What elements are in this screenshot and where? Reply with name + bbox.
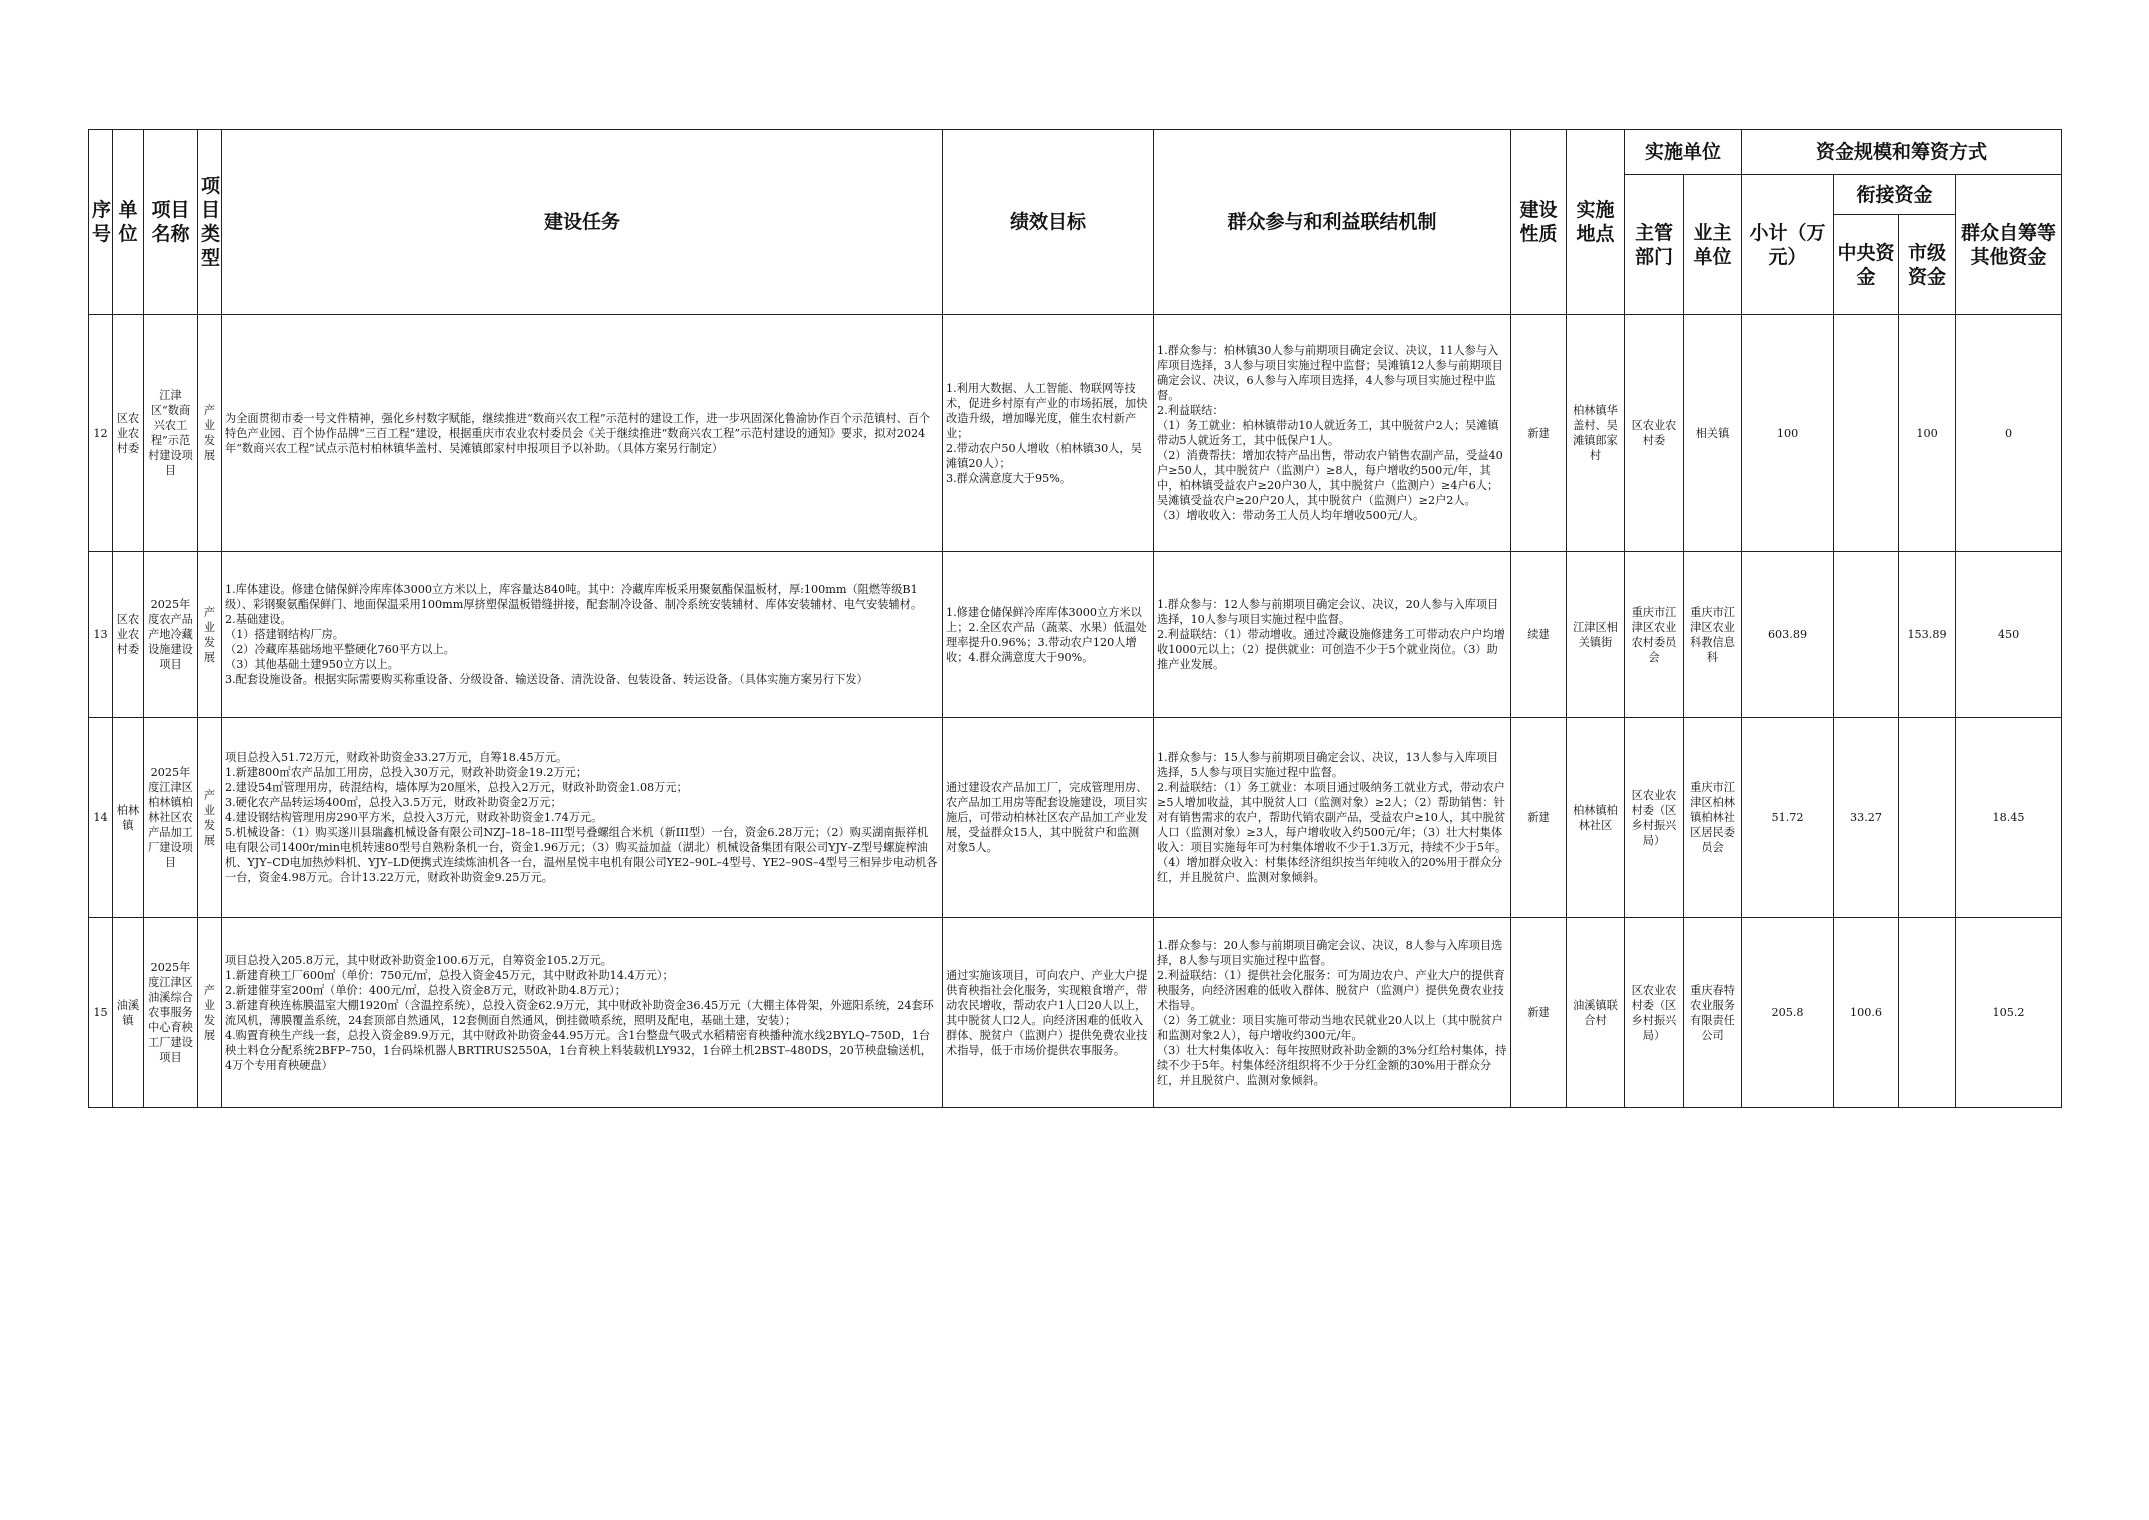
cell-self: 0 [1956,315,2062,552]
cell-nature: 新建 [1511,918,1567,1108]
cell-subtotal: 205.8 [1742,918,1834,1108]
cell-project-type: 产业发展 [198,918,222,1108]
table-header [89,130,2062,315]
cell-project-name: 2025年度江津区柏林镇柏林社区农产品加工厂建设项目 [144,718,198,918]
cell-project-type: 产业发展 [198,315,222,552]
cell-seq: 15 [89,918,113,1108]
header-city: 市级资金 [1899,215,1956,315]
cell-nature: 续建 [1511,552,1567,718]
cell-mechanism: 1.群众参与：20人参与前期项目确定会议、决议，8人参与入库项目选择，8人参与项目实施过程中监督。 2.利益联结：（1）提供社会化服务：可为周边农户、产业大户的提供育秧服务，向经济困难的低收入群体、脱贫户（监测户）提供免费农业技术指导。 （2）务工就业：项目实施可带动当地农民就业20人以上（其中脱贫户和监测对象2人），每户增收约300元/年。 （3）壮大村集体收入：每年按照财政补助金额的3%分红给村集体，持续不少于5年。村集体经济组织将不少于分红金额的30%用于群众分红，并且脱贫户、监测对象倾斜。 [1154,918,1511,1108]
table-row [89,718,2062,918]
cell-goals: 通过实施该项目，可向农户、产业大户提供育秧指社会化服务，实现粮食增产，带动农民增收，帮动农户1人口20人以上，其中脱贫人口2人。向经济困难的低收入群体、脱贫户（监测户）提供免费农业技术指导，低于市场价提供农事服务。 [943,918,1154,1108]
cell-owner: 重庆市江津区柏林镇柏林社区居民委员会 [1684,718,1742,918]
header-owner: 业主单位 [1684,175,1742,315]
header-seq: 序号 [89,130,113,315]
cell-unit: 油溪镇 [113,918,144,1108]
cell-goals: 通过建设农产品加工厂，完成管理用房、农产品加工用房等配套设施建设，项目实施后，可带动柏林社区农产品加工产业发展，受益群众15人，其中脱贫户和监测对象5人。 [943,718,1154,918]
cell-unit: 柏林镇 [113,718,144,918]
header-unit: 单位 [113,130,144,315]
cell-dept: 区农业农村委（区乡村振兴局） [1625,718,1684,918]
table-row [89,918,2062,1108]
table-row [89,315,2062,552]
cell-location: 油溪镇联合村 [1567,918,1625,1108]
cell-dept: 区农业农村委 [1625,315,1684,552]
table-body [89,315,2062,1108]
cell-self: 18.45 [1956,718,2062,918]
cell-tasks: 项目总投入205.8万元，其中财政补助资金100.6万元，自筹资金105.2万元。 1.新建育秧工厂600㎡（单价：750元/㎡，总投入资金45万元，其中财政补助14.4万元）； 2.新建催芽室200㎡（单价：400元/㎡，总投入资金8万元，财政补助4.8万元）； 3.新建育秧连栋膜温室大棚1920㎡（含温控系统），总投入资金62.9万元，其中财政补助资金36.45万元（大棚主体骨架，外遮阳系统，24套环流风机，薄膜覆盖系统，24套顶部自然通风，12套侧面自然通风，倒挂微喷系统，照明及配电，基础土建，安装）； 4.购置育秧生产线一套，总投入资金89.9万元，其中财政补助资金44.95万元。含1台整盘气吸式水稻精密育秧播种流水线2BYLQ–750D，1台秧土料仓分配系统2BFP–750，1台码垛机器人BRTIRUS2550A，1台育秧上料装载机LY932，1台碎土机2BST–480DS，20节秧盘输送机，4万个专用育秧硬盘） [222,918,943,1108]
cell-project-name: 2025年度江津区油溪综合农事服务中心育秧工厂建设项目 [144,918,198,1108]
cell-project-type: 产业发展 [198,718,222,918]
header-project-type: 项目类型 [198,130,222,315]
cell-goals: 1.修建仓储保鲜冷库库体3000立方米以上；2.全区农产品（蔬菜、水果）低温处理率提升0.96%；3.带动农户120人增收；4.群众满意度大于90%。 [943,552,1154,718]
header-dept: 主管部门 [1625,175,1684,315]
header-central: 中央资金 [1834,215,1899,315]
cell-city: 153.89 [1899,552,1956,718]
project-table [88,129,2062,1108]
cell-mechanism: 1.群众参与：柏林镇30人参与前期项目确定会议、决议，11人参与入库项目选择，3人参与项目实施过程中监督；吴滩镇12人参与前期项目确定会议、决议，6人参与入库项目选择，4人参与项目实施过程中监督。 2.利益联结： （1）务工就业：柏林镇带动10人就近务工，其中脱贫户2人；吴滩镇带动5人就近务工，其中低保户1人。 （2）消费帮扶：增加农特产品出售，带动农户销售农副产品，受益40户≥50人，其中脱贫户（监测户）≥8人，每户增收约500元/年，其中，柏林镇受益农户≥20户30人，其中脱贫户（监测户）≥4户6人；吴滩镇受益农户≥20户20人，其中脱贫户（监测户）≥2户2人。 （3）增收收入：带动务工人员人均年增收500元/人。 [1154,315,1511,552]
cell-self: 450 [1956,552,2062,718]
cell-nature: 新建 [1511,718,1567,918]
header-mechanism: 群众参与和利益联结机制 [1154,130,1511,315]
header-subtotal: 小计（万元） [1742,175,1834,315]
cell-seq: 14 [89,718,113,918]
cell-tasks: 1.库体建设。修建仓储保鲜冷库库体3000立方米以上，库容量达840吨。其中：冷藏库库板采用聚氨酯保温板材，厚:100mm（阻燃等级B1级）、彩钢聚氨酯保鲜门、地面保温采用100mm厚挤塑保温板错缝拼接，配套制冷设备、制冷系统安装辅材、库体安装辅材、电气安装辅材。 2.基础建设。 （1）搭建钢结构厂房。 （2）冷藏库基础场地平整硬化760平方以上。 （3）其他基础土建950立方以上。 3.配套设施设备。根据实际需要购买称重设备、分级设备、输送设备、清洗设备、包装设备、转运设备。（具体实施方案另行下发） [222,552,943,718]
cell-central [1834,552,1899,718]
cell-project-type: 产业发展 [198,552,222,718]
cell-owner: 重庆市江津区农业科教信息科 [1684,552,1742,718]
cell-tasks: 为全面贯彻市委一号文件精神，强化乡村数字赋能，继续推进“数商兴农工程”示范村的建设工作，进一步巩固深化鲁渝协作百个示范镇村、百个特色产业园、百个协作品牌“三百工程”建设，根据重庆市农业农村委员会《关于继续推进“数商兴农工程”示范村建设的通知》要求，拟对2024年“数商兴农工程”试点示范村柏林镇华盖村、吴滩镇郎家村申报项目予以补助。（具体方案另行制定） [222,315,943,552]
cell-owner: 相关镇 [1684,315,1742,552]
table-row [89,552,2062,718]
cell-central: 100.6 [1834,918,1899,1108]
cell-city [1899,918,1956,1108]
cell-dept: 区农业农村委（区乡村振兴局） [1625,918,1684,1108]
header-goals: 绩效目标 [943,130,1154,315]
cell-seq: 12 [89,315,113,552]
header-nature: 建设性质 [1511,130,1567,315]
header-linked: 衔接资金 [1834,175,1956,215]
cell-subtotal: 51.72 [1742,718,1834,918]
cell-seq: 13 [89,552,113,718]
header-self: 群众自筹等其他资金 [1956,175,2062,315]
cell-dept: 重庆市江津区农业农村委员会 [1625,552,1684,718]
header-tasks: 建设任务 [222,130,943,315]
cell-unit: 区农业农村委 [113,315,144,552]
cell-mechanism: 1.群众参与：15人参与前期项目确定会议、决议，13人参与入库项目选择，5人参与项目实施过程中监督。 2.利益联结：（1）务工就业：本项目通过吸纳务工就业方式，带动农户≥5人增加收益，其中脱贫人口（监测对象）≥2人；（2）帮助销售：针对有销售需求的农户，帮助代销农副产品，受益农户≥10人，其中脱贫人口（监测对象）≥3人，每户增收收入约500元/年；（3）壮大村集体收入：项目实施每年可为村集体增收不少于1.3万元，持续不少于5年。（4）增加群众收入：村集体经济组织按当年纯收入的20%用于群众分红，并且脱贫户、监测对象倾斜。 [1154,718,1511,918]
cell-central: 33.27 [1834,718,1899,918]
cell-location: 柏林镇华盖村、吴滩镇郎家村 [1567,315,1625,552]
cell-city [1899,718,1956,918]
cell-unit: 区农业农村委 [113,552,144,718]
header-location: 实施地点 [1567,130,1625,315]
header-impl-unit: 实施单位 [1625,130,1742,175]
header-project-name: 项目名称 [144,130,198,315]
cell-central [1834,315,1899,552]
cell-nature: 新建 [1511,315,1567,552]
cell-city: 100 [1899,315,1956,552]
cell-project-name: 江津区“数商兴农工程”示范村建设项目 [144,315,198,552]
cell-location: 柏林镇柏林社区 [1567,718,1625,918]
header-funding: 资金规模和筹资方式 [1742,130,2062,175]
cell-project-name: 2025年度农产品产地冷藏设施建设项目 [144,552,198,718]
cell-owner: 重庆春特农业服务有限责任公司 [1684,918,1742,1108]
cell-location: 江津区相关镇街 [1567,552,1625,718]
cell-mechanism: 1.群众参与：12人参与前期项目确定会议、决议，20人参与入库项目选择，10人参与项目实施过程中监督。 2.利益联结：（1）带动增收。通过冷藏设施修建务工可带动农户户均增收1000元以上；（2）提供就业：可创造不少于5个就业岗位。（3）助推产业发展。 [1154,552,1511,718]
cell-goals: 1.利用大数据、人工智能、物联网等技术，促进乡村原有产业的市场拓展，加快改造升级，增加曝光度，催生农村新产业； 2.带动农户50人增收（柏林镇30人，吴滩镇20人）； 3.群众满意度大于95%。 [943,315,1154,552]
cell-subtotal: 603.89 [1742,552,1834,718]
cell-subtotal: 100 [1742,315,1834,552]
cell-self: 105.2 [1956,918,2062,1108]
cell-tasks: 项目总投入51.72万元，财政补助资金33.27万元，自筹18.45万元。 1.新建800㎡农产品加工用房，总投入30万元，财政补助资金19.2万元； 2.建设54㎡管理用房，砖混结构，墙体厚为20厘米，总投入2万元，财政补助资金1.08万元； 3.硬化农产品转运场400㎡，总投入3.5万元，财政补助资金2万元； 4.建设钢结构管理用房290平方米，总投入3万元，财政补助资金1.74万元。 5.机械设备：（1）购买遂川县瑞鑫机械设备有限公司NZJ–18–18–III型号叠螺组合米机（新III型）一台，资金6.28万元；（2）购买湖南振祥机电有限公司1400r/min电机转速80型号自熟粉条机一台，资金1.96万元；（3）购买益加益（湖北）机械设备集团有限公司YJY–Z型号螺旋榨油机、YJY–CD电加热炒料机、YJY–LD便携式连续炼油机各一台，温州星悦丰电机有限公司YE2–90L–4型号、YE2–90S–4型号三相异步电动机各一台，资金4.98万元。合计13.22万元，财政补助资金9.25万元。 [222,718,943,918]
